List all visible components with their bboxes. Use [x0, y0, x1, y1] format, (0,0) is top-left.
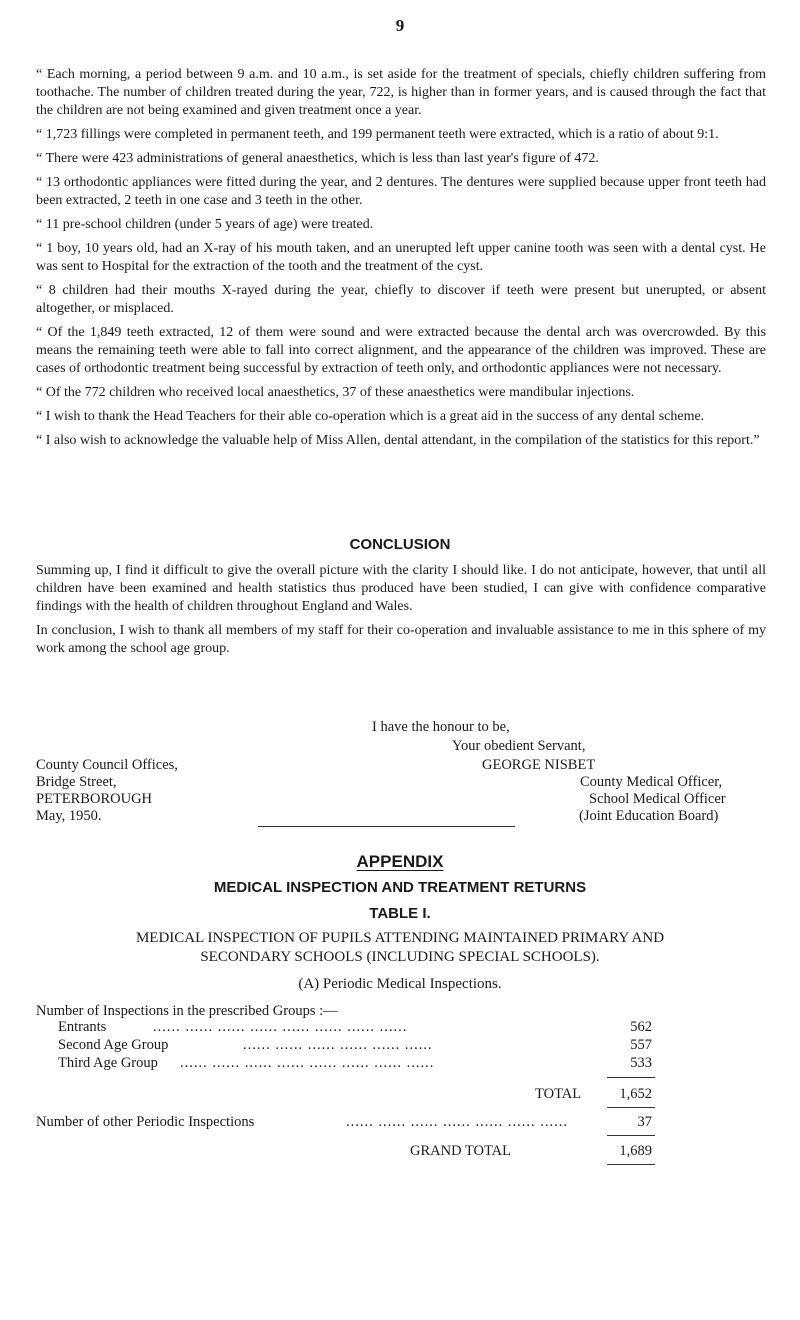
address-line: County Council Offices,	[36, 757, 178, 773]
conclusion-paragraph: In conclusion, I wish to thank all members of my staff for their co-operation and invaluable assistance to me in this sphere of my work among the school age group.	[36, 623, 766, 656]
row-value-third-age: 533	[630, 1055, 652, 1071]
paragraph: “ 13 orthodontic appliances were fitted during the year, and 2 dentures. The dentures were supplied because upper front teeth had been extracted, 2 teeth in one case and 3 teeth in the other.	[36, 175, 766, 208]
paragraph: “ 8 children had their mouths X-rayed during the year, chiefly to discover if teeth were present but unerupted, or absent altogether, or misplaced.	[36, 283, 766, 316]
table-title-line-2: SECONDARY SCHOOLS (INCLUDING SPECIAL SCHOOLS).	[200, 949, 600, 965]
conclusion-heading: CONCLUSION	[349, 536, 451, 553]
paragraph: “ I wish to thank the Head Teachers for their able co-operation which is a great aid in the success of any dental scheme.	[36, 409, 705, 424]
sum-rule	[607, 1107, 655, 1108]
table-label: TABLE I.	[369, 905, 431, 922]
signatory-title: School Medical Officer	[589, 791, 726, 807]
paragraph: “ 1 boy, 10 years old, had an X-ray of his mouth taken, and an unerupted left upper canine tooth was seen with a dental cyst. He was sent to Hospital for the extraction of the tooth and the treatment of the cyst.	[36, 241, 766, 274]
other-inspections-label: Number of other Periodic Inspections	[36, 1114, 255, 1130]
conclusion-body	[36, 562, 766, 664]
closing-line-2: Your obedient Servant,	[452, 738, 586, 754]
paragraph: “ There were 423 administrations of general anaesthetics, which is less than last year's figure of 472.	[36, 151, 599, 166]
leader-dots: ...... ...... ...... ...... ...... ......	[243, 1037, 433, 1053]
closing-line-1: I have the honour to be,	[372, 719, 510, 735]
signatory-title: County Medical Officer,	[580, 774, 723, 790]
paragraph: “ 11 pre-school children (under 5 years of age) were treated.	[36, 217, 374, 232]
other-inspections-value: 37	[637, 1114, 652, 1130]
appendix-heading	[0, 852, 800, 872]
dental-report-quote	[36, 66, 766, 456]
appendix-subheading: MEDICAL INSPECTION AND TREATMENT RETURNS	[213, 879, 587, 896]
total-value: 1,652	[619, 1086, 652, 1102]
row-label-entrants: Entrants	[58, 1019, 107, 1035]
address-line: May, 1950.	[36, 808, 102, 824]
page-number: 9	[395, 16, 405, 35]
sum-rule	[607, 1077, 655, 1078]
total-label: TOTAL	[535, 1086, 582, 1102]
sender-address	[36, 757, 178, 825]
divider-rule	[258, 826, 515, 827]
section-title: (A) Periodic Medical Inspections.	[298, 976, 502, 992]
leader-dots: ...... ...... ...... ...... ...... ...... ...... ......	[153, 1019, 408, 1035]
row-label-second-age: Second Age Group	[58, 1037, 169, 1053]
row-value-entrants: 562	[630, 1019, 652, 1035]
conclusion-paragraph: Summing up, I find it difficult to give the overall picture with the clarity I should like. I do not anticipate, however, that until all children have been examined and health statistics thus produced have been studied, I can give with confidence comparative findings with the health of children throughout England and Wales.	[36, 563, 766, 614]
signatory-name: GEORGE NISBET	[482, 757, 596, 773]
row-value-second-age: 557	[630, 1037, 652, 1053]
address-line: Bridge Street,	[36, 774, 117, 790]
table-title-line-1: MEDICAL INSPECTION OF PUPILS ATTENDING MAINTAINED PRIMARY AND	[135, 930, 665, 946]
sum-rule	[607, 1135, 655, 1136]
leader-dots: ...... ...... ...... ...... ...... ...... ......	[346, 1114, 568, 1130]
grand-total-label: GRAND TOTAL	[410, 1143, 512, 1159]
row-label-third-age: Third Age Group	[58, 1055, 158, 1071]
signatory-title: (Joint Education Board)	[579, 808, 719, 824]
paragraph: “ 1,723 fillings were completed in permanent teeth, and 199 permanent teeth were extracted, which is a ratio of about 9:1.	[36, 127, 719, 142]
paragraph: “ Of the 772 children who received local anaesthetics, 37 of these anaesthetics were mandibular injections.	[36, 385, 635, 400]
paragraph: “ I also wish to acknowledge the valuable help of Miss Allen, dental attendant, in the compilation of the statistics for this report.”	[36, 433, 760, 448]
paragraph: “ Each morning, a period between 9 a.m. and 10 a.m., is set aside for the treatment of specials, chiefly children suffering from toothache. The number of children treated during the year, 722, is higher than in former years, and is caused through the fact that the children are not being examined and given treatment once a year.	[36, 67, 766, 118]
inspections-intro: Number of Inspections in the prescribed Groups :—	[36, 1003, 338, 1019]
paragraph: “ Of the 1,849 teeth extracted, 12 of them were sound and were extracted because the dental arch was overcrowded. By this means the remaining teeth were able to fall into correct alignment, and the appearance of the children was improved. These are cases of orthodontic treatment being successful by extraction of teeth only, and orthodontic appliances were not necessary.	[36, 325, 766, 376]
sum-rule	[607, 1164, 655, 1165]
leader-dots: ...... ...... ...... ...... ...... ...... ...... ......	[180, 1055, 435, 1071]
address-line: PETERBOROUGH	[36, 791, 153, 807]
appendix-heading-text: APPENDIX	[356, 852, 444, 871]
grand-total-value: 1,689	[619, 1143, 652, 1159]
